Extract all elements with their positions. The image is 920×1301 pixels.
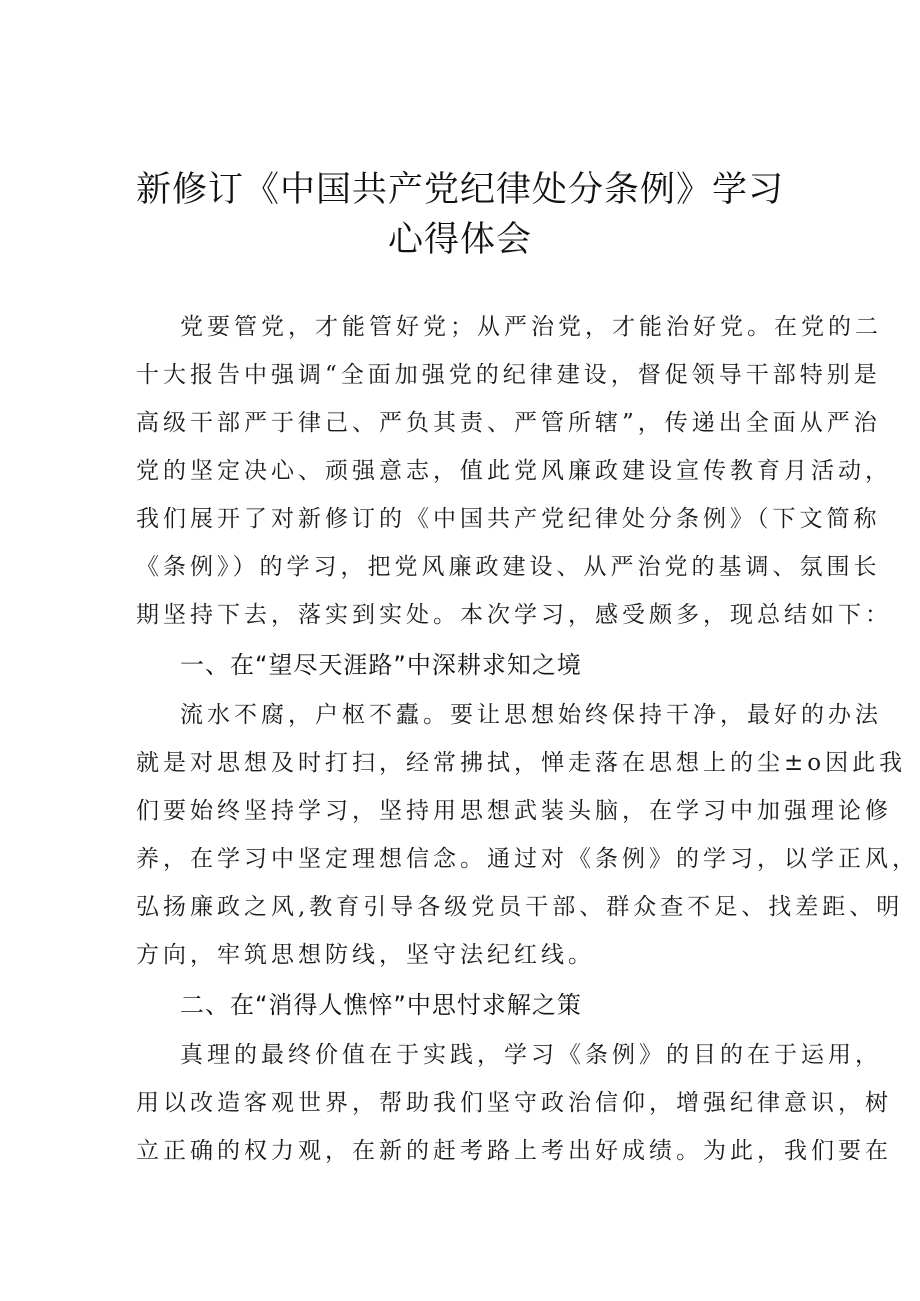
paragraph-line: 党要管党，才能管好党；从严治党，才能治好党。在党的二 xyxy=(180,314,882,340)
paragraph-line: 党的坚定决心、顽强意志，值此党风廉政建设宣传教育月活动， xyxy=(136,458,892,484)
paragraph-line: 就是对思想及时打扫，经常拂拭，惮走落在思想上的尘±o因此我 xyxy=(136,750,907,776)
document-title-line1: 新修订《中国共产党纪律处分条例》学习 xyxy=(135,170,784,210)
paragraph-line: 《条例》）的学习，把党风廉政建设、从严治党的基调、氛围长 xyxy=(136,554,881,580)
paragraph-line: 方向，牢筑思想防线，坚守法纪红线。 xyxy=(136,942,595,968)
paragraph-line: 弘扬廉政之风,教育引导各级党员干部、群众查不足、找差距、明 xyxy=(136,894,904,920)
paragraph-line: 们要始终坚持学习，坚持用思想武装头脑，在学习中加强理论修 xyxy=(136,798,892,824)
paragraph-line: 十大报告中强调“全面加强党的纪律建设，督促领导干部特别是 xyxy=(136,362,881,388)
paragraph-line: 用以改造客观世界，帮助我们坚守政治信仰，增强纪律意识，树 xyxy=(136,1090,892,1116)
document-title-line2: 心得体会 xyxy=(387,220,532,260)
paragraph-line: 高级干部严于律己、严负其责、严管所辖”，传递出全面从严治 xyxy=(136,410,881,436)
paragraph-line: 我们展开了对新修订的《中国共产党纪律处分条例》（下文简称 xyxy=(136,506,881,532)
paragraph-line: 期坚持下去，落实到实处。本次学习，感受颇多，现总结如下： xyxy=(136,602,892,628)
paragraph-line: 养，在学习中坚定理想信念。通过对《条例》的学习，以学正风， xyxy=(136,846,919,872)
section-heading-2: 二、在“消得人憔悴”中思忖求解之策 xyxy=(180,991,582,1019)
paragraph-line: 真理的最终价值在于实践，学习《条例》的目的在于运用， xyxy=(180,1042,882,1068)
paragraph-line: 流水不腐，户枢不蠹。要让思想始终保持干净，最好的办法 xyxy=(180,702,882,728)
paragraph-line: 立正确的权力观，在新的赶考路上考出好成绩。为此，我们要在 xyxy=(136,1138,892,1164)
section-heading-1: 一、在“望尽天涯路”中深耕求知之境 xyxy=(180,651,582,679)
